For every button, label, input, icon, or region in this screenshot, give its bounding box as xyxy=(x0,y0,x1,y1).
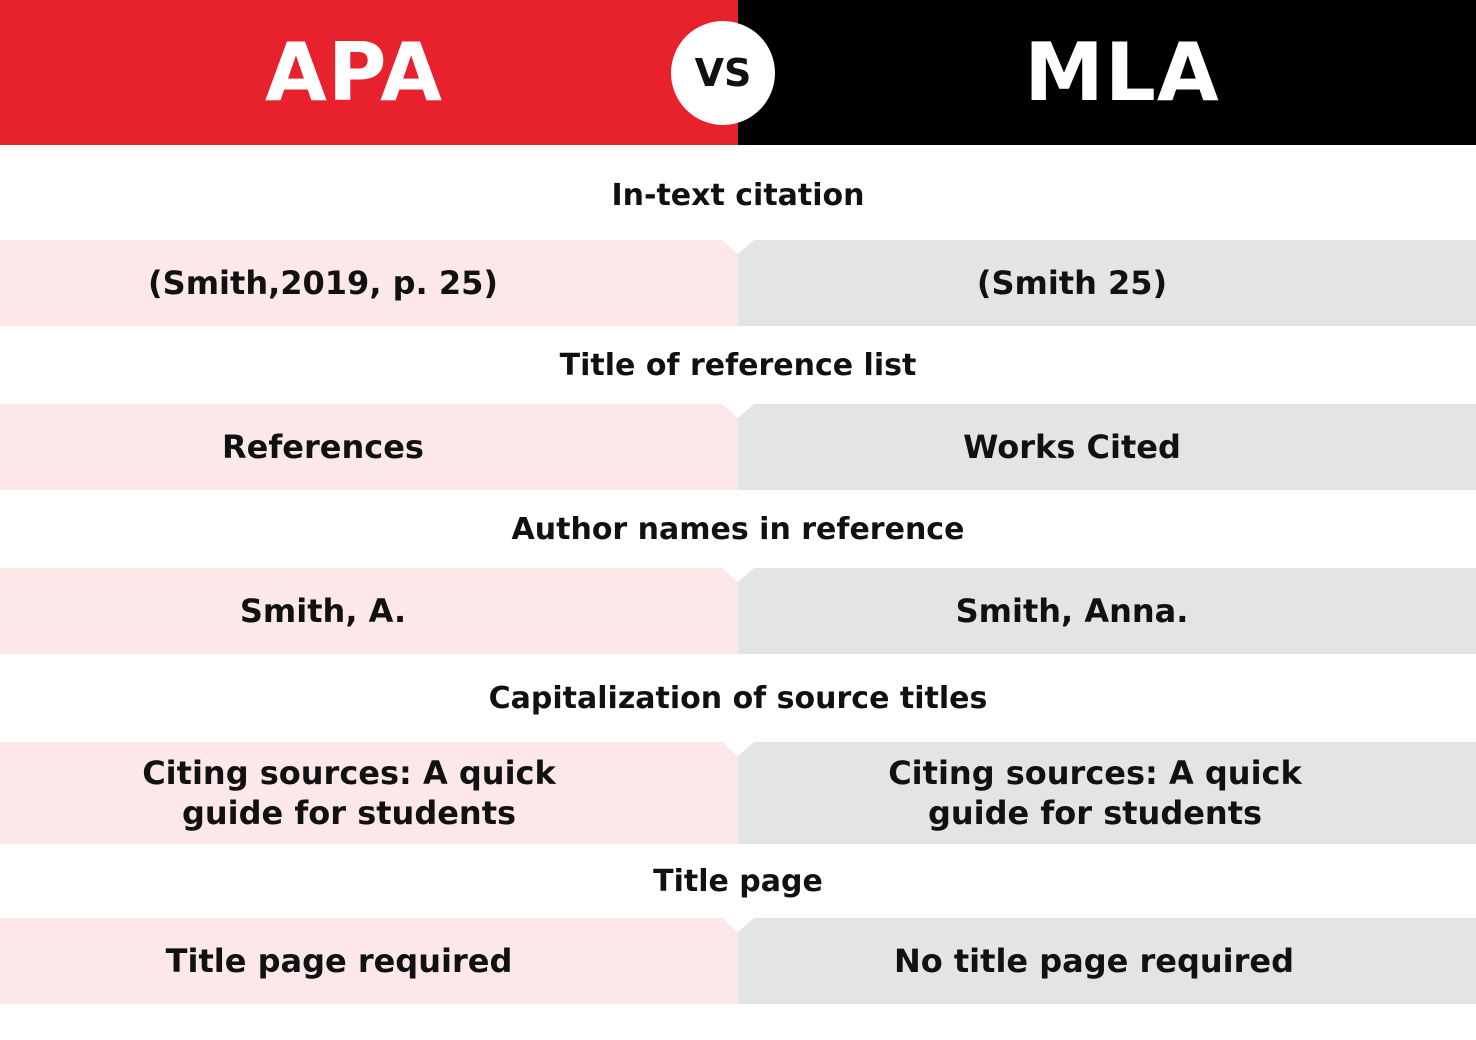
apa-value-text: Title page required xyxy=(165,942,513,980)
row-label-author-names: Author names in reference xyxy=(511,511,965,547)
row-label-reference-list-title: Title of reference list xyxy=(559,347,917,383)
apa-value xyxy=(0,568,738,654)
apa-value xyxy=(0,742,738,844)
row-label-capitalization: Capitalization of source titles xyxy=(488,680,988,716)
row-values-in-text-citation xyxy=(0,240,1476,326)
row-values-capitalization xyxy=(0,742,1476,844)
comparison-header xyxy=(0,0,1476,145)
row-values-reference-list-title xyxy=(0,404,1476,490)
mla-value-text: Works Cited xyxy=(963,428,1181,466)
mla-value-text: Citing sources: A quick guide for students xyxy=(888,754,1302,832)
mla-value-text: (Smith 25) xyxy=(976,264,1168,302)
apa-value xyxy=(0,918,738,1004)
vs-badge: VS xyxy=(671,21,775,125)
mla-value-text: Smith, Anna. xyxy=(955,592,1189,630)
mla-value xyxy=(738,404,1476,490)
apa-header xyxy=(0,0,738,145)
apa-title: APA xyxy=(264,25,444,119)
mla-value xyxy=(738,918,1476,1004)
row-divider-notch xyxy=(722,568,754,582)
row-label-in-text-citation: In-text citation xyxy=(611,177,865,213)
row-divider-notch xyxy=(722,742,754,756)
mla-title: MLA xyxy=(1024,25,1220,119)
apa-value-text: References xyxy=(222,428,424,466)
apa-value-text: (Smith,2019, p. 25) xyxy=(148,264,498,302)
row-divider-notch xyxy=(722,240,754,254)
row-divider-notch xyxy=(722,918,754,932)
apa-value-text: Citing sources: A quick guide for students xyxy=(142,754,556,832)
row-divider-notch xyxy=(722,404,754,418)
apa-value-text: Smith, A. xyxy=(239,592,407,630)
apa-value xyxy=(0,240,738,326)
row-label-title-page: Title page xyxy=(653,863,823,899)
apa-value xyxy=(0,404,738,490)
mla-value xyxy=(738,240,1476,326)
row-values-author-names xyxy=(0,568,1476,654)
mla-header xyxy=(738,0,1476,145)
mla-value-text: No title page required xyxy=(893,942,1295,980)
mla-value xyxy=(738,742,1476,844)
mla-value xyxy=(738,568,1476,654)
row-values-title-page xyxy=(0,918,1476,1004)
